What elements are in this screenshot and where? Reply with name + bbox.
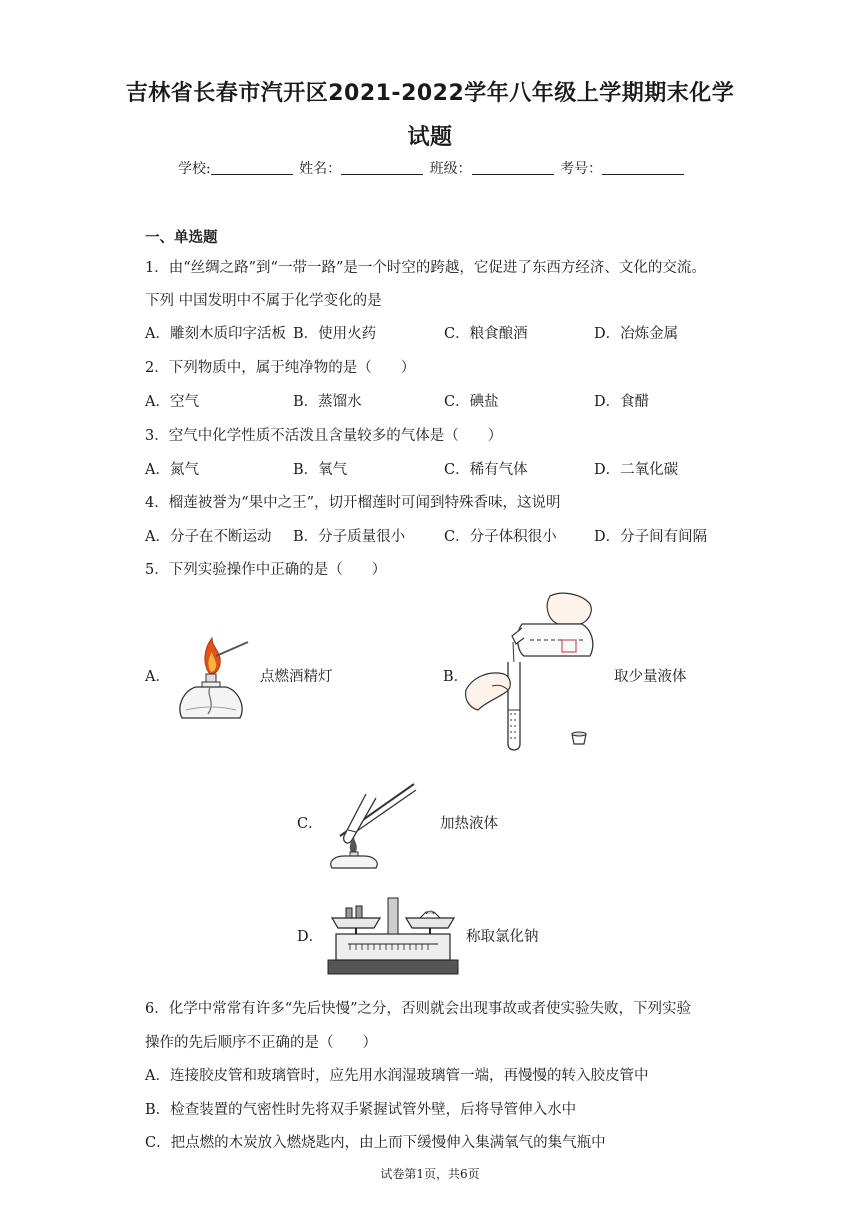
q5-option-d-label: D． xyxy=(297,929,324,945)
q4-option-d: D．分子间有间隔 xyxy=(594,529,708,545)
exam-title-line1: 吉林省长春市汽开区2021-2022学年八年级上学期期末化学 xyxy=(125,81,735,106)
q5-stem: 5．下列实验操作中正确的是（ ） xyxy=(145,562,387,578)
q6-stem-line1: 6．化学中常常有许多“先后快慢”之分，否则就会出现事故或者使实验失败，下列实验 xyxy=(145,1001,692,1017)
q6-option-a: A．连接胶皮管和玻璃管时，应先用水润湿玻璃管一端，再慢慢的转入胶皮管中 xyxy=(145,1068,649,1084)
student-info-row xyxy=(178,158,686,178)
q4-option-b: B．分子质量很小 xyxy=(293,529,406,545)
heating-liquid-figure xyxy=(322,774,422,870)
q6-option-b: B．检查装置的气密性时先将双手紧握试管外壁，后将导管伸入水中 xyxy=(145,1102,577,1118)
q5-option-b-text: 取少量液体 xyxy=(614,669,687,685)
exam-number-blank xyxy=(602,160,684,175)
q2-option-b: B．蒸馏水 xyxy=(293,394,362,410)
q5-option-d-text: 称取氯化钠 xyxy=(466,929,539,945)
q2-option-d: D．食醋 xyxy=(594,394,650,410)
name-label: 姓名： xyxy=(299,161,342,177)
q2-stem: 2．下列物质中，属于纯净物的是（ ） xyxy=(145,360,416,376)
q2-option-c: C．碘盐 xyxy=(444,394,499,410)
q3-option-c: C．稀有气体 xyxy=(444,462,528,478)
name-blank xyxy=(341,160,423,175)
q3-option-b: B．氧气 xyxy=(293,462,348,478)
q1-stem-line1: 1．由“丝绸之路”到“一带一路”是一个时空的跨越，它促进了东西方经济、文化的交流。 xyxy=(145,260,706,276)
q5-option-a-text: 点燃酒精灯 xyxy=(260,669,333,685)
class-blank xyxy=(472,160,554,175)
q1-option-a: A．雕刻木质印字活板 xyxy=(145,326,286,342)
q1-option-c: C．粮食酿酒 xyxy=(444,326,528,342)
q6-option-c: C．把点燃的木炭放入燃烧匙内，由上而下缓慢伸入集满氧气的集气瓶中 xyxy=(145,1135,606,1151)
q4-option-c: C．分子体积很小 xyxy=(444,529,557,545)
class-label: 班级： xyxy=(429,161,472,177)
exam-title-line2: 试题 xyxy=(407,125,453,150)
school-label: 学校: xyxy=(178,161,211,177)
q1-option-b: B．使用火药 xyxy=(293,326,377,342)
q4-option-a: A．分子在不断运动 xyxy=(145,529,272,545)
alcohol-lamp-lighting-figure xyxy=(172,626,252,726)
q3-option-d: D．二氧化碳 xyxy=(594,462,679,478)
balance-weighing-figure xyxy=(326,888,460,978)
q1-stem-line2: 下列 中国发明中不属于化学变化的是 xyxy=(145,293,382,309)
q5-option-c-label: C． xyxy=(297,816,323,832)
school-blank xyxy=(211,160,293,175)
q5-option-c-text: 加热液体 xyxy=(440,816,498,832)
q1-option-d: D．冶炼金属 xyxy=(594,326,679,342)
exam-number-label: 考号： xyxy=(560,161,603,177)
q6-stem-line2: 操作的先后顺序不正确的是（ ） xyxy=(145,1035,377,1051)
q5-option-a-label: A． xyxy=(145,669,170,685)
section-heading: 一、单选题 xyxy=(145,230,218,246)
pouring-liquid-figure xyxy=(462,590,610,758)
q3-stem: 3．空气中化学性质不活泼且含量较多的气体是（ ） xyxy=(145,428,503,444)
q4-stem: 4．榴莲被誉为“果中之王”，切开榴莲时可闻到特殊香味，这说明 xyxy=(145,495,561,511)
q2-option-a: A．空气 xyxy=(145,394,199,410)
q5-option-b-label: B． xyxy=(443,669,469,685)
page-footer: 试卷第1页，共6页 xyxy=(380,1167,480,1181)
q3-option-a: A．氮气 xyxy=(145,462,199,478)
